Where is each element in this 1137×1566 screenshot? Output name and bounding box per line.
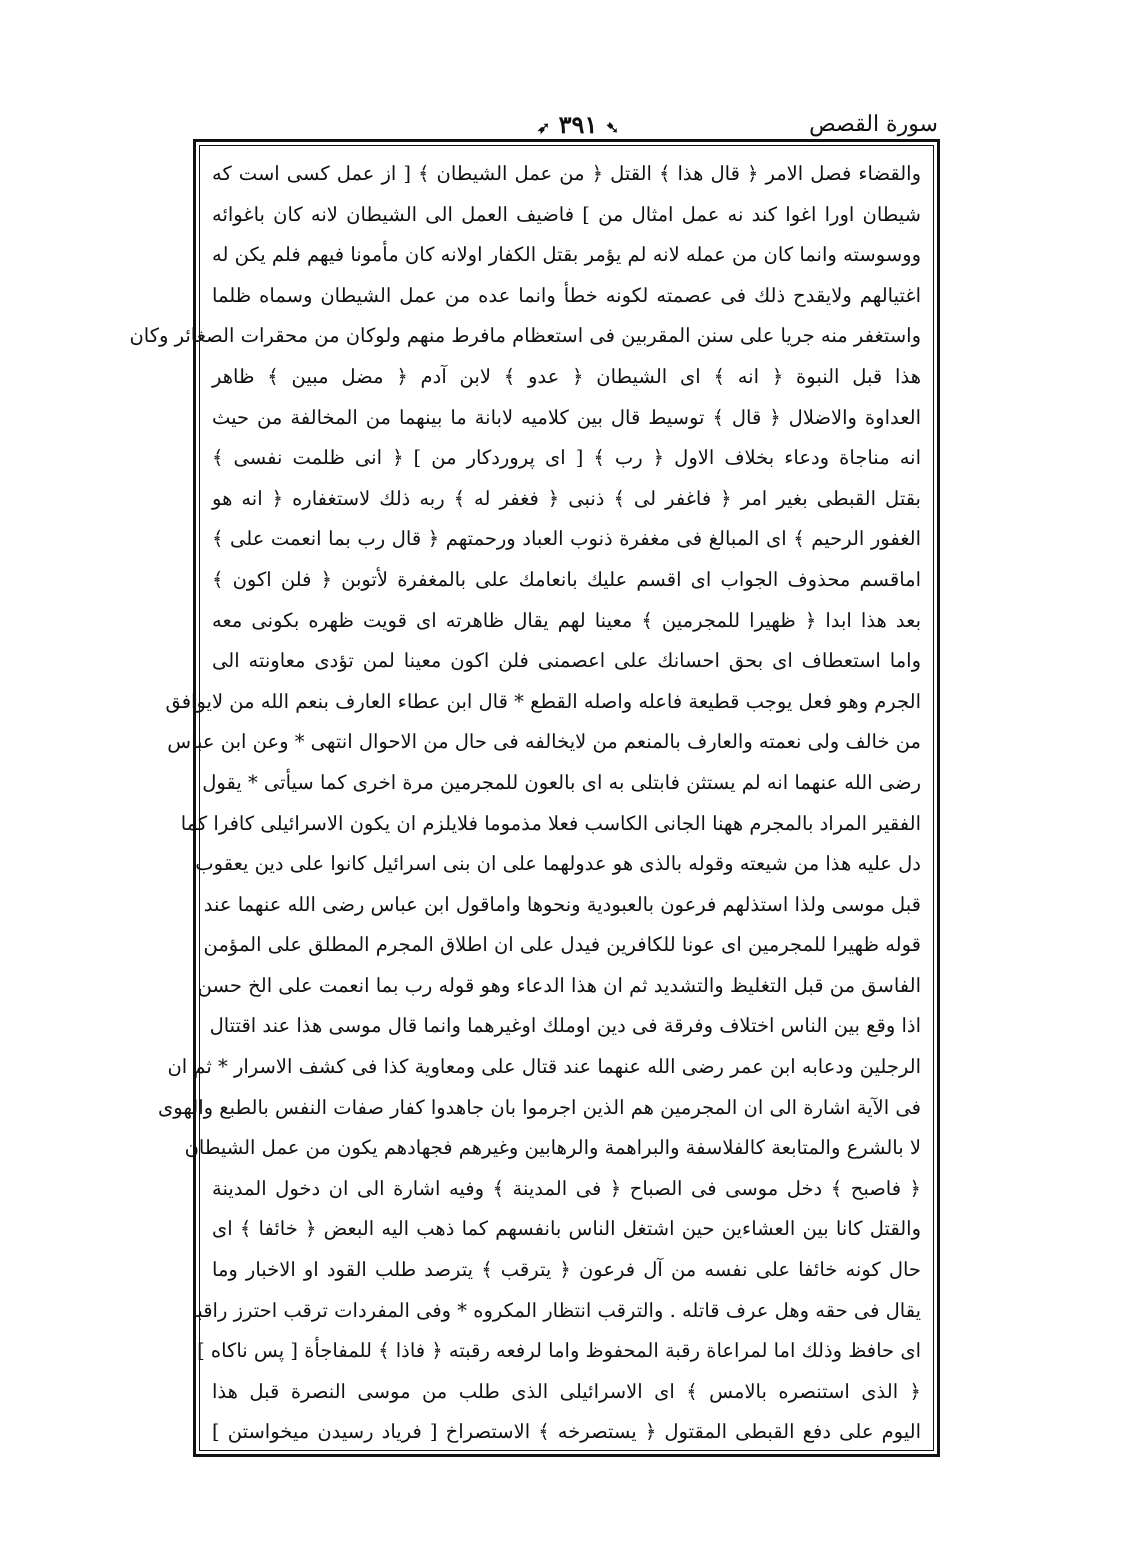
- text-line: العداوة والاضلال ﴿ قال ﴾ توسيط قال بين كلاميه لابانة ما بينهما من المخالفة من حيث: [212, 405, 921, 429]
- text-line: هذا قبل النبوة ﴿ انه ﴾ اى الشيطان ﴿ عدو ﴾ لابن آدم ﴿ مضل مبين ﴾ ظاهر: [212, 364, 921, 388]
- text-line: يقال فى حقه وهل عرف قاتله . والترقب انتظار المكروه * وفى المفردات ترقب احترز راقبا: [191, 1298, 921, 1322]
- text-line: فى الآية اشارة الى ان المجرمين هم الذين اجرموا بان جاهدوا كفار صفات النفس بالطبع والهوى: [157, 1095, 921, 1119]
- text-line: والقتل كانا بين العشاءين حين اشتغل الناس بانفسهم كما ذهب اليه البعض ﴿ خائفا ﴾ اى: [212, 1217, 921, 1241]
- text-line: الفاسق من قبل التغليظ والتشديد ثم ان هذا الدعاء وهو قوله رب بما انعمت على الخ حسن: [197, 973, 921, 997]
- text-line: اذا وقع بين الناس اختلاف وفرقة فى دين اوملك اوغيرهما وانما قال موسى هذا عند اقتتال: [209, 1014, 921, 1038]
- page-number: ٣٩١: [558, 110, 598, 139]
- text-line: الرجلين ودعابه ابن عمر رضى الله عنهما عند قتال على ومعاوية كذا فى كشف الاسرار * ثم ان: [167, 1055, 921, 1079]
- ornament-right-icon: ➷: [605, 118, 620, 137]
- text-line: شيطان اورا اغوا كند نه عمل امثال من ] فاضيف العمل الى الشيطان لانه كان باغوائه: [212, 202, 921, 226]
- text-line: رضى الله عنهما انه لم يستثن فابتلى به اى بالعون للمجرمين مرة اخرى كما سيأتى * يقول: [202, 770, 921, 794]
- text-line: اغتيالهم ولايقدح ذلك فى عصمته لكونه خطأ وانما عده من عمل الشيطان وسماه ظلما: [212, 283, 921, 307]
- text-line: اليوم على دفع القبطى المقتول ﴿ يستصرخه ﴾ الاستصراخ [ فرياد رسيدن ميخواستن ]: [212, 1420, 921, 1444]
- text-frame-inner: [129, 145, 934, 1451]
- text-line: من خالف ولى نعمته والعارف بالمنعم من لايخالفه فى حال من الاحوال انتهى * وعن ابن عباس: [167, 730, 921, 754]
- text-line: قوله ظهيرا للمجرمين اى عونا للكافرين فيدل على ان اطلاق المجرم المطلق على المؤمن: [203, 933, 921, 957]
- text-line: والقضاء فصل الامر ﴿ قال هذا ﴾ القتل ﴿ من عمل الشيطان ﴾ [ از عمل كسى است كه: [212, 162, 921, 185]
- text-line: الغفور الرحيم ﴾ اى المبالغ فى مغفرة ذنوب العباد ورحمتهم ﴿ قال رب بما انعمت على ﴾: [212, 527, 921, 551]
- text-line: قبل موسى ولذا استذلهم فرعون بالعبودية ونحوها واماقول ابن عباس رضى الله عنهما عند: [203, 892, 921, 916]
- text-line: اماقسم محذوف الجواب اى اقسم عليك بانعامك على بالمغفرة لأتوبن ﴿ فلن اكون ﴾: [212, 567, 921, 591]
- surah-title: سورة القصص: [809, 112, 938, 137]
- ornament-left-icon: ➶: [536, 118, 551, 137]
- text-line: ووسوسته وانما كان من عمله لانه لم يؤمر بقتل الكفار اولانه كان مأمونا فيهم فلم يكن له: [212, 243, 921, 267]
- text-line: بقتل القبطى بغير امر ﴿ فاغفر لى ﴾ ذنبى ﴿ فغفر له ﴾ ربه ذلك لاستغفاره ﴿ انه هو: [212, 486, 921, 510]
- text-frame: [129, 139, 940, 1457]
- text-line: انه مناجاة ودعاء بخلاف الاول ﴿ رب ﴾ [ اى پروردكار من ] ﴿ انى ظلمت نفسى ﴾: [212, 446, 921, 470]
- text-line: الفقير المراد بالمجرم ههنا الجانى الكاسب فعلا مذموما فلايلزم ان يكون الاسرائيلى كافرا كما: [180, 811, 921, 835]
- text-line: الجرم وهو فعل يوجب قطيعة فاعله واصله القطع * قال ابن عطاء العارف بنعم الله من لايوافق: [165, 689, 921, 713]
- text-line: لا بالشرع والمتابعة كالفلاسفة والبراهمة والرهابين وغيرهم فجهادهم يكون من عمل الشيطان: [184, 1136, 921, 1160]
- text-line: ﴿ الذى استنصره بالامس ﴾ اى الاسرائيلى الذى طلب من موسى النصرة قبل هذا: [212, 1379, 921, 1403]
- text-line: حال كونه خائفا على نفسه من آل فرعون ﴿ يترقب ﴾ يترصد طلب القود او الاخبار وما: [212, 1258, 921, 1282]
- page-header: [198, 108, 938, 140]
- text-line: واستغفر منه جريا على سنن المقربين فى استعظام مافرط منهم ولوكان من محقرات الصغائر وكان: [129, 324, 921, 348]
- page-number-group: [508, 110, 648, 139]
- text-line: دل عليه هذا من شيعته وقوله بالذى هو عدولهما على ان بنى اسرائيل كانوا على دين يعقوب: [195, 852, 921, 876]
- text-line: واما استعطاف اى بحق احسانك على اعصمنى فلن اكون معينا لمن تؤدى معاونته الى: [212, 649, 921, 673]
- text-line: بعد هذا ابدا ﴿ ظهيرا للمجرمين ﴾ معينا لهم يقال ظاهرته اى قويت ظهره بكونى معه: [212, 608, 921, 632]
- text-line: ﴿ فاصبح ﴾ دخل موسى فى الصباح ﴿ فى المدينة ﴾ وفيه اشارة الى ان دخول المدينة: [212, 1176, 921, 1200]
- text-line: اى حافظ وذلك اما لمراعاة رقبة المحفوظ واما لرفعه رقبته ﴿ فاذا ﴾ للمفاجأة [ پس ناكاه ]: [197, 1339, 921, 1363]
- text-block: [129, 154, 921, 1453]
